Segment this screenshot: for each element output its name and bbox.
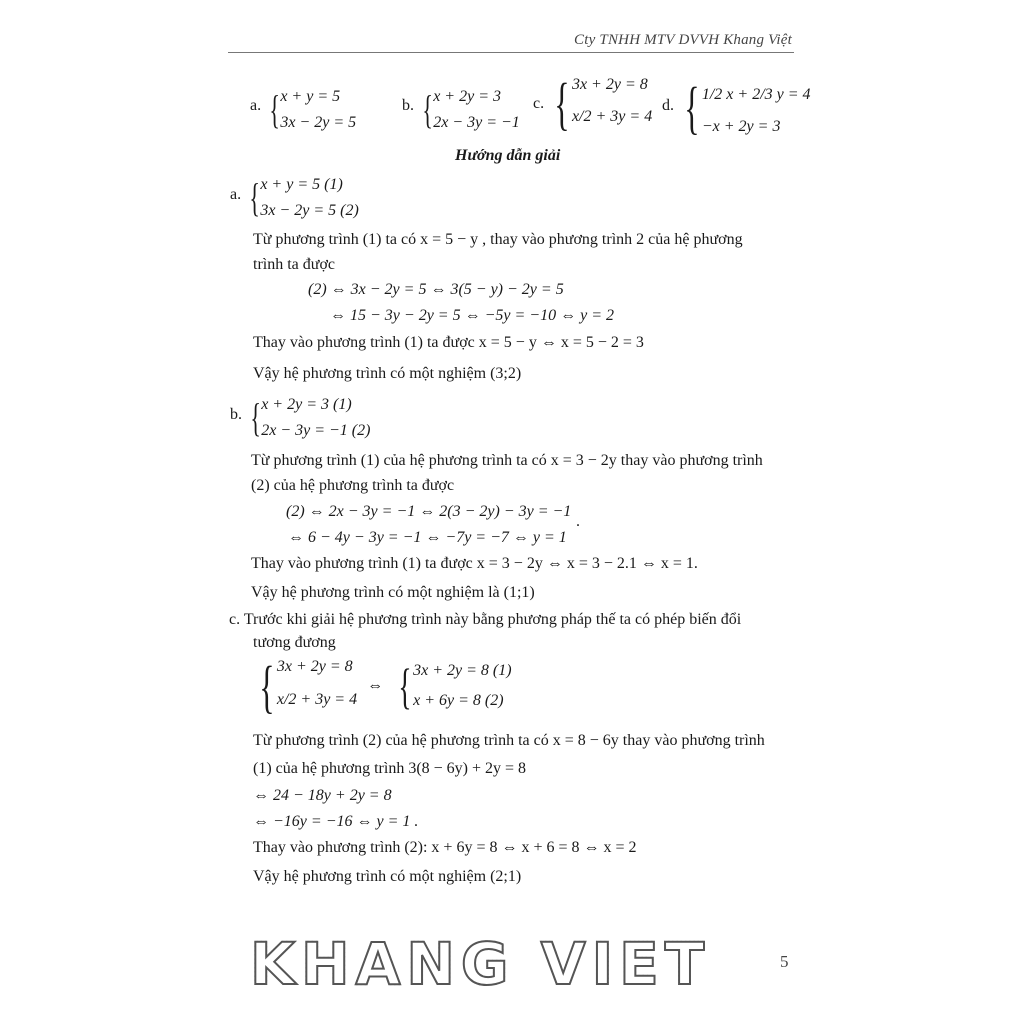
- exercise-a-eq2: 3x − 2y = 5: [280, 114, 357, 131]
- part-c-equiv: ⇔: [367, 677, 384, 694]
- exercise-b-eq2: 2x − 3y = −1: [433, 114, 520, 131]
- part-b-conclusion: Vậy hệ phương trình có một nghiệm là (1;1): [251, 584, 535, 601]
- exercise-d-label: d.: [662, 97, 674, 114]
- exercise-c-eq1: 3x + 2y = 8: [571, 76, 648, 93]
- part-c-right-eq1: 3x + 2y = 8 (1): [413, 662, 512, 679]
- part-a-system: a. { x + y = 5 (1) 3x − 2y = 5 (2): [230, 172, 359, 224]
- part-b-system: b. { x + 2y = 3 (1) 2x − 3y = −1 (2): [230, 392, 370, 444]
- header-rule: [228, 52, 794, 53]
- part-b-step-dot: .: [576, 513, 580, 530]
- exercise-d: d. { 1/2 x + 2/3 y = 4 −x + 2y = 3: [662, 75, 811, 140]
- part-c-transform: { 3x + 2y = 8 x/2 + 3y = 4 ⇔ { 3x + 2y = 8 (1) x + 6y = 8 (2): [259, 654, 512, 719]
- part-a-text2: trình ta được: [253, 256, 335, 273]
- part-c-left-eq2: x/2 + 3y = 4: [276, 691, 358, 708]
- exercise-d-eq1: 1/2 x + 2/3 y = 4: [701, 86, 811, 103]
- exercise-a-label: a.: [250, 97, 262, 114]
- part-b-label: b.: [230, 406, 242, 423]
- exercise-b-label: b.: [402, 97, 414, 114]
- part-a-eq1: x + y = 5 (1): [260, 176, 343, 193]
- part-b-step1: (2) ⇔ 2x − 3y = −1 ⇔ 2(3 − 2y) − 3y = −1: [286, 503, 572, 520]
- part-c-step2: ⇔ −16y = −16 ⇔ y = 1 .: [253, 813, 419, 830]
- part-a-subst: Thay vào phương trình (1) ta được x = 5 − y ⇔ x = 5 − 2 = 3: [253, 334, 644, 351]
- page-number: 5: [780, 952, 789, 971]
- part-c-text1: Từ phương trình (2) của hệ phương trình ta có x = 8 − 6y thay vào phương trình: [253, 732, 765, 749]
- part-a-eq2: 3x − 2y = 5 (2): [260, 202, 359, 219]
- part-b-subst: Thay vào phương trình (1) ta được x = 3 − 2y ⇔ x = 3 − 2.1 ⇔ x = 1.: [251, 555, 698, 572]
- exercise-c-eq2: x/2 + 3y = 4: [571, 108, 653, 125]
- part-c-intro2: tương đương: [253, 634, 336, 651]
- publisher-header: Cty TNHH MTV DVVH Khang Việt: [574, 32, 792, 48]
- exercise-c-label: c.: [533, 95, 545, 112]
- part-a-label: a.: [230, 186, 242, 203]
- part-c-step1: ⇔ 24 − 18y + 2y = 8: [253, 787, 392, 804]
- exercise-a-eq1: x + y = 5: [280, 88, 341, 105]
- exercise-b: b. { x + 2y = 3 2x − 3y = −1: [402, 84, 520, 136]
- part-a-step2: ⇔ 15 − 3y − 2y = 5 ⇔ −5y = −10 ⇔ y = 2: [330, 307, 614, 324]
- part-c-conclusion: Vậy hệ phương trình có một nghiệm (2;1): [253, 868, 522, 885]
- part-c-text2: (1) của hệ phương trình 3(8 − 6y) + 2y = 8: [253, 760, 527, 777]
- part-b-eq2: 2x − 3y = −1 (2): [261, 422, 371, 439]
- exercise-c: c. { 3x + 2y = 8 x/2 + 3y = 4: [533, 71, 653, 136]
- part-c-left-eq1: 3x + 2y = 8: [276, 658, 353, 675]
- part-a-step1: (2) ⇔ 3x − 2y = 5 ⇔ 3(5 − y) − 2y = 5: [308, 281, 564, 298]
- part-c-intro1: c. Trước khi giải hệ phương trình này bằng phương pháp thế ta có phép biến đổi: [229, 611, 742, 628]
- solution-title: Hướng dẫn giải: [455, 147, 561, 164]
- exercise-a: a. { x + y = 5 3x − 2y = 5: [250, 84, 356, 136]
- part-c-subst: Thay vào phương trình (2): x + 6y = 8 ⇔ x + 6 = 8 ⇔ x = 2: [253, 839, 637, 856]
- part-b-text1: Từ phương trình (1) của hệ phương trình ta có x = 3 − 2y thay vào phương trình: [251, 452, 763, 469]
- part-c-right-eq2: x + 6y = 8 (2): [413, 692, 504, 709]
- part-b-text2: (2) của hệ phương trình ta được: [251, 477, 455, 494]
- part-a-text1: Từ phương trình (1) ta có x = 5 − y , thay vào phương trình 2 của hệ phương: [253, 231, 743, 248]
- part-b-step2: ⇔ 6 − 4y − 3y = −1 ⇔ −7y = −7 ⇔ y = 1: [288, 529, 567, 546]
- part-a-conclusion: Vậy hệ phương trình có một nghiệm (3;2): [253, 365, 522, 382]
- exercise-d-eq2: −x + 2y = 3: [701, 118, 781, 135]
- exercise-b-eq1: x + 2y = 3: [433, 88, 501, 105]
- part-b-eq1: x + 2y = 3 (1): [261, 396, 352, 413]
- watermark-logo: KHANG VIET: [250, 930, 711, 998]
